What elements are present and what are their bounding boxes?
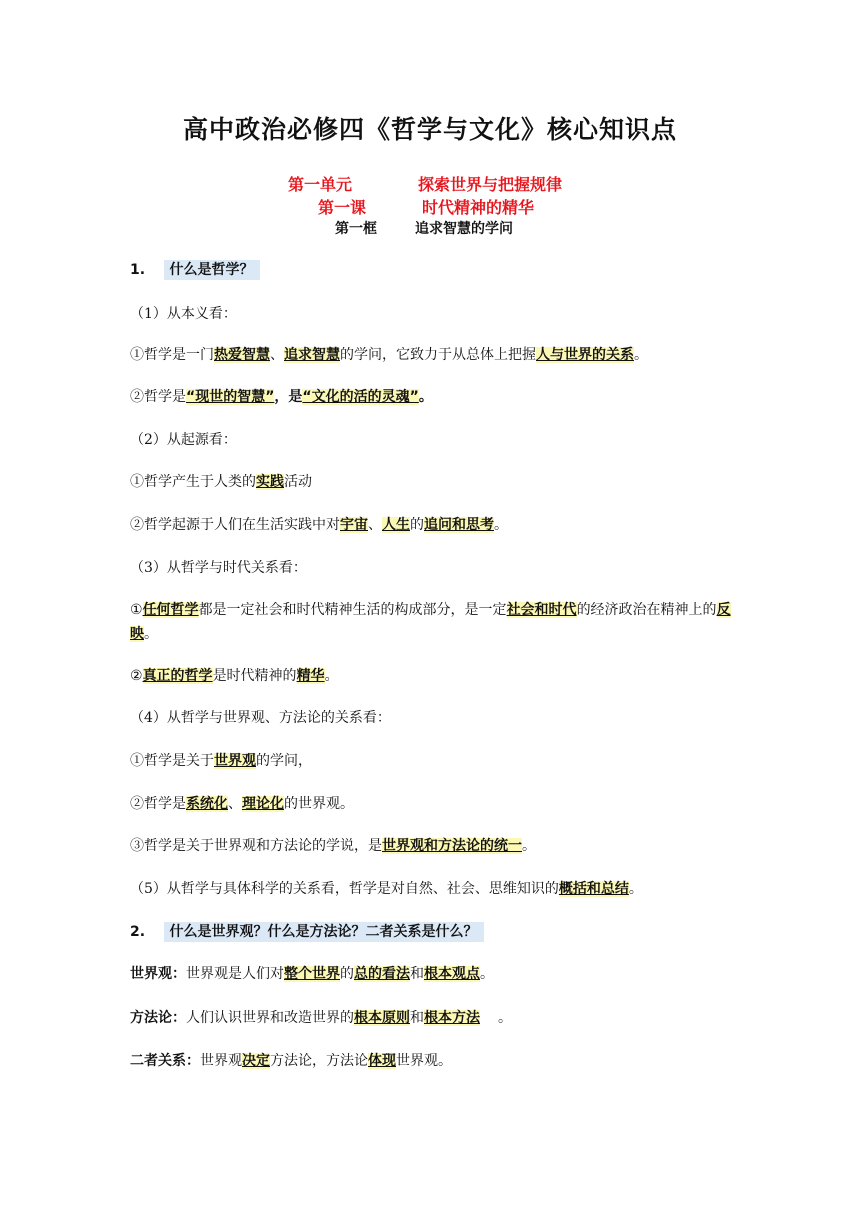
lesson-label: 第一课 (318, 198, 367, 217)
text-run: ① (130, 602, 143, 618)
text-run: ②哲学起源于人们在生活实践中对 (130, 517, 340, 533)
key-term: 总的看法 (354, 966, 410, 982)
key-term: 追求智慧 (284, 347, 340, 363)
text-run: 。 (324, 668, 339, 684)
text-run: 人们认识世界和改造世界的 (186, 1010, 354, 1026)
section-heading: （1）从本义看： (130, 306, 237, 322)
text-run: 的 (410, 517, 424, 533)
text-run: ①哲学是一门 (130, 347, 214, 363)
text-run: 。 (522, 838, 536, 854)
frame-name: 追求智慧的学问 (415, 221, 513, 237)
paragraph (130, 664, 750, 688)
text-run: 都是一定社会和时代精神生活的构成部分，是一定 (198, 602, 507, 618)
key-term: 理论化 (242, 796, 284, 812)
key-term: 根本方法 (424, 1010, 480, 1026)
key-term: 人生 (382, 517, 410, 533)
key-term: 热爱智慧 (214, 347, 270, 363)
paragraph (130, 513, 750, 537)
question-number: 1. (130, 262, 146, 278)
key-term: 追问和思考 (424, 517, 494, 533)
paragraph (130, 385, 750, 409)
question-1 (130, 258, 750, 282)
key-term: 根本原则 (354, 1010, 410, 1026)
key-term: “现世的智慧” (186, 389, 275, 405)
text-run: 。 (498, 1010, 512, 1026)
question-text: 什么是哲学？ (164, 260, 260, 280)
paragraph (130, 343, 750, 367)
text-run: 、 (270, 347, 284, 363)
text-run: 。 (634, 347, 648, 363)
text-run: 。 (480, 966, 494, 982)
section-heading: （4）从哲学与世界观、方法论的关系看： (130, 710, 391, 726)
paragraph (130, 877, 750, 901)
text-run: ②哲学是 (130, 389, 186, 405)
text-run: 。 (144, 626, 158, 642)
paragraph (130, 834, 750, 858)
question-text: 什么是世界观？什么是方法论？二者关系是什么？ (164, 922, 484, 942)
definition-relationship (130, 1049, 750, 1073)
key-term: 根本观点 (424, 966, 480, 982)
text-run: 世界观 (200, 1053, 242, 1069)
key-term: 世界观和方法论的统一 (382, 838, 522, 854)
text-run: 的 (340, 966, 354, 982)
key-term: 人与世界的关系 (536, 347, 634, 363)
section-heading: （3）从哲学与时代关系看： (130, 560, 307, 576)
key-term: 概括和总结 (558, 881, 629, 897)
text-run: 的学问，它致力于从总体上把握 (340, 347, 536, 363)
text-run: ②哲学是 (130, 796, 186, 812)
text-run: 方法论，方法论 (270, 1053, 368, 1069)
text-run: 。 (494, 517, 508, 533)
text-run: 、 (368, 517, 382, 533)
definition-methodology (130, 1006, 750, 1030)
question-number: 2. (130, 924, 146, 940)
key-term: 系统化 (186, 796, 228, 812)
paragraph (130, 470, 750, 494)
paragraph (130, 792, 750, 816)
text-run: ，是 (274, 389, 303, 405)
text-run: 世界观是人们对 (186, 966, 284, 982)
definition-label: 世界观： (130, 966, 186, 982)
paragraph (130, 598, 735, 646)
key-term: 宇宙 (340, 517, 368, 533)
text-run: 。 (418, 389, 433, 405)
lesson-name: 时代精神的精华 (422, 198, 535, 217)
text-run: 的世界观。 (284, 796, 354, 812)
text-run: 世界观。 (396, 1053, 452, 1069)
text-run: 和 (410, 1010, 424, 1026)
definition-worldview (130, 962, 750, 986)
text-run: ①哲学是关于 (130, 753, 214, 769)
key-term: 真正的哲学 (142, 668, 213, 684)
key-term: 体现 (368, 1053, 396, 1069)
text-run: ② (130, 668, 143, 684)
key-term: 决定 (242, 1053, 270, 1069)
key-term: 反映 (130, 602, 731, 642)
key-term: “文化的活的灵魂” (302, 389, 419, 405)
key-term: 整个世界 (284, 966, 340, 982)
text-run: ①哲学产生于人类的 (130, 474, 256, 490)
definition-label: 方法论： (130, 1010, 186, 1026)
key-term: 任何哲学 (142, 602, 199, 618)
definition-label: 二者关系： (130, 1053, 200, 1069)
key-term: 社会和时代 (506, 602, 577, 618)
text-run: 。 (628, 881, 643, 897)
text-run: 是时代精神的 (212, 668, 297, 684)
frame-label: 第一框 (335, 221, 377, 237)
text-run: （5）从哲学与具体科学的关系看，哲学是对自然、社会、思维知识的 (130, 881, 559, 897)
key-term: 实践 (256, 474, 284, 490)
text-run: 活动 (284, 474, 312, 490)
paragraph (130, 749, 750, 773)
question-2 (130, 920, 750, 944)
unit-label: 第一单元 (288, 175, 353, 194)
text-run: 和 (410, 966, 424, 982)
key-term: 精华 (296, 668, 325, 684)
text-run: 、 (228, 796, 242, 812)
text-run: 的学问， (256, 753, 312, 769)
unit-name: 探索世界与把握规律 (418, 175, 563, 194)
section-heading: （2）从起源看： (130, 432, 237, 448)
document-title: 高中政治必修四《哲学与文化》核心知识点 (182, 115, 677, 144)
key-term: 世界观 (214, 753, 256, 769)
text-run: ③哲学是关于世界观和方法论的学说，是 (130, 838, 382, 854)
text-run: 的经济政治在精神上的 (576, 602, 717, 618)
